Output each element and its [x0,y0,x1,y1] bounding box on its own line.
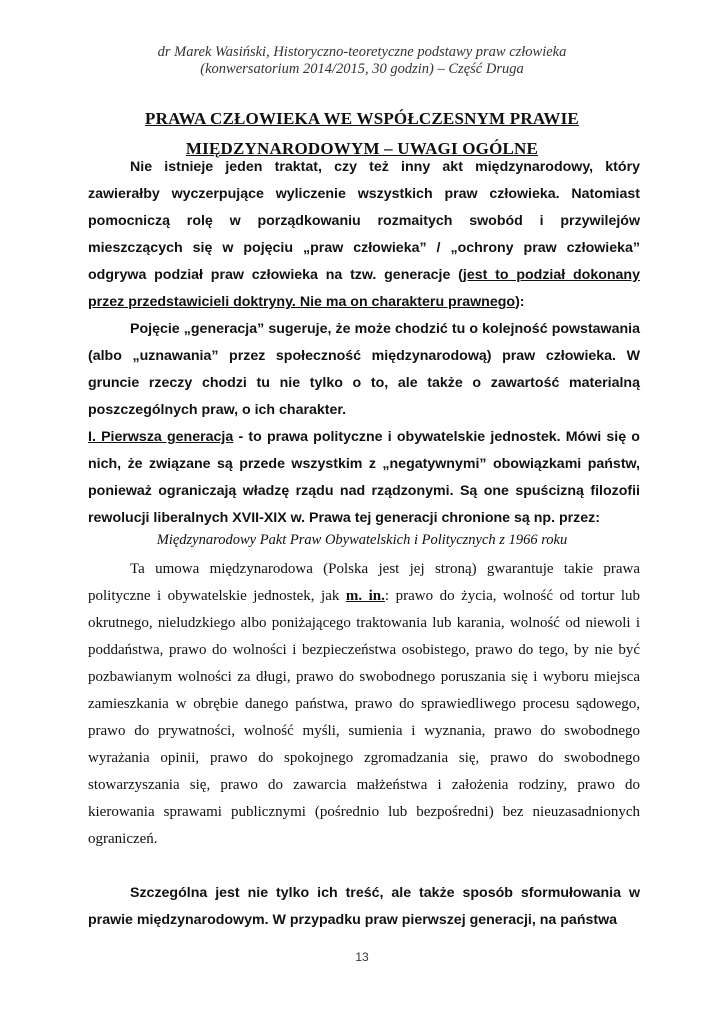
covenant-caption: Międzynarodowy Pakt Praw Obywatelskich i Politycznych z 1966 roku [156,532,568,548]
first-generation-text: - to prawa polityczne i obywatelskie jednostek. Mówi się o nich, że związane są przede wszystkim z „negatywnymi” obowiązkami państw, ponieważ ograniczają władzę rządu nad rządzonymi. Są one spuścizną filozofii rewolucji liberalnych XVII-XIX w. Prawa tej generacji chronione są np. przez: [88,429,640,526]
doctrine-note: jest to podział dokonany przez przedstawicieli doktryny. Nie ma on charakteru prawnego [88,267,640,310]
paragraph-covenant-rights [88,556,640,853]
rights-mark: m. in. [345,588,385,604]
paragraph-formulation: Szczególna jest nie tylko ich treść, ale także sposób sformułowania w prawie międzynarodowym. W przypadku praw pierwszej generacji, na państwa [88,885,640,928]
title-line-2: MIĘDZYNARODOWYM – UWAGI OGÓLNE [185,139,539,158]
intro-end: ): [515,294,525,310]
paragraph-generation-concept: Pojęcie „generacja” sugeruje, że może chodzić tu o kolejność powstawania (albo „uznawania” przez społeczność międzynarodową) praw człowieka. W gruncie rzeczy chodzi tu nie tylko o to, ale także o zawartość materialną poszczególnych praw, o ich charakter. [88,321,640,418]
rights-start: Ta umowa międzynarodowa (Polska jest jej stroną) gwarantuje takie prawa polityczne i obywatelskie jednostek, jak [88,561,640,604]
title-line-1: PRAWA CZŁOWIEKA WE WSPÓŁCZESNYM PRAWIE [145,109,579,128]
rights-list: : prawo do życia, wolność od tortur lub okrutnego, nieludzkiego albo poniżającego traktowania lub karania, wolność od niewoli i poddaństwa, prawo do wolności i bezpieczeństwa osobistego, prawo do tego, by nie być pozbawianym wolności za długi, prawo do swobodnego poruszania się i wyboru miejsca zamieszkania w obrębie danego państwa, prawo do sprawiedliwego procesu sądowego, prawo do prywatności, wolność myśli, sumienia i wyznania, prawo do swobodnego wyrażania opinii, prawo do spokojnego zgromadzania się, prawo do swobodnego stowarzyszania się, prawo do zawarcia małżeństwa i założenia rodziny, prawo do kierowania sprawami publicznymi (pośrednio lub bezpośredni) bez nieuzasadnionych ograniczeń. [88,588,640,847]
intro-text: Nie istnieje jeden traktat, czy też inny akt międzynarodowy, który zawierałby wyczerpujące wyliczenie wszystkich praw człowieka. Natomiast pomocniczą rolę w porządkowaniu rozmaitych swobód i przywilejów mieszczących się w pojęciu „praw człowieka” / „ochrony praw człowieka” odgrywa podział praw człowieka na tzw. generacje ( [88,159,640,283]
running-header [0,44,724,78]
paragraph-intro [88,154,640,316]
paragraph-first-generation [88,424,640,532]
header-line-2: (konwersatorium 2014/2015, 30 godzin) – Część Druga [200,61,524,77]
page-number: 13 [355,950,369,964]
header-line-1: dr Marek Wasiński, Historyczno-teoretyczne podstawy praw człowieka [157,44,567,60]
first-generation-label: I. Pierwsza generacja [88,429,234,445]
